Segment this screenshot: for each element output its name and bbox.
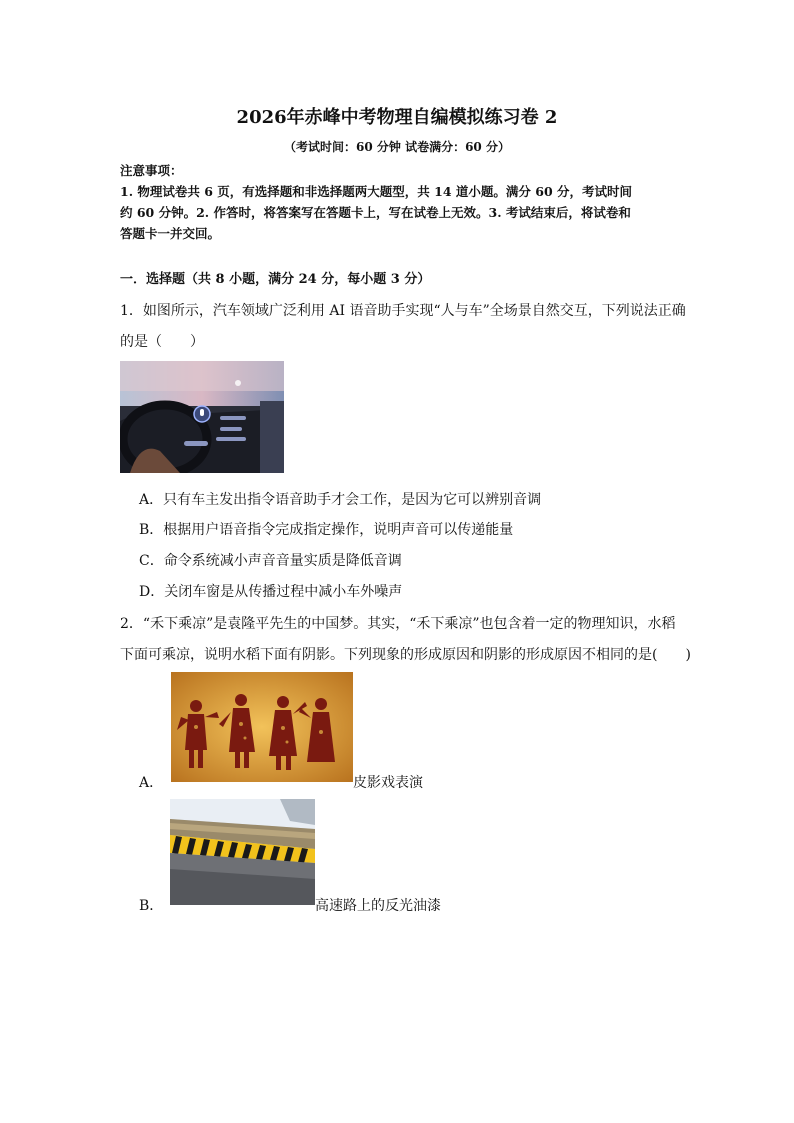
question-2-text-cont: 下面可乘凉，说明水稻下面有阴影。下列现象的形成原因和阴影的形成原因不相同的是( ): [120, 647, 691, 663]
question-1-option-c: C．命令系统减小声音音量实质是降低音调: [139, 553, 402, 569]
question-2-option-a-caption: 皮影戏表演: [353, 775, 423, 791]
notes-body: [120, 181, 680, 244]
shadow-play-image: [171, 672, 353, 782]
question-1-option-b: B．根据用户语音指令完成指定操作，说明声音可以传递能量: [139, 522, 514, 538]
exam-info: （考试时间：60 分钟 试卷满分：60 分）: [284, 140, 510, 154]
question-1-text: 1．如图所示，汽车领域广泛利用 AI 语音助手实现“人与车”全场景自然交互，下列说法正确: [120, 303, 686, 319]
question-2-option-b-caption: 高速路上的反光油漆: [315, 898, 441, 914]
question-2-text: 2．“禾下乘凉”是袁隆平先生的中国梦。其实，“禾下乘凉”也包含着一定的物理知识，水稻: [120, 616, 676, 632]
notes-heading: 注意事项：: [120, 163, 183, 178]
question-2-option-a-label: A．: [139, 775, 164, 791]
reflective-road-paint-image: [170, 799, 315, 905]
question-1-option-a: A．只有车主发出指令语音助手才会工作，是因为它可以辨别音调: [139, 492, 542, 508]
page-title: 2026年赤峰中考物理自编模拟练习卷 2: [236, 107, 558, 128]
notes-line: 约 60 分钟。2. 作答时，将答案写在答题卡上，写在试卷上无效。3. 考试结束后，将试卷和: [120, 205, 631, 220]
section-heading: 一．选择题（共 8 小题，满分 24 分，每小题 3 分）: [120, 272, 431, 287]
question-1-option-d: D．关闭车窗是从传播过程中减小车外噪声: [139, 584, 403, 600]
notes-line: 答题卡一并交回。: [120, 226, 221, 241]
car-voice-assistant-image: [120, 361, 284, 473]
question-1-text-cont: 的是（ ）: [120, 334, 204, 350]
question-2-option-b-label: B．: [139, 898, 164, 914]
notes-line: 1. 物理试卷共 6 页，有选择题和非选择题两大题型，共 14 道小题。满分 60 分，考试时间: [120, 184, 633, 199]
